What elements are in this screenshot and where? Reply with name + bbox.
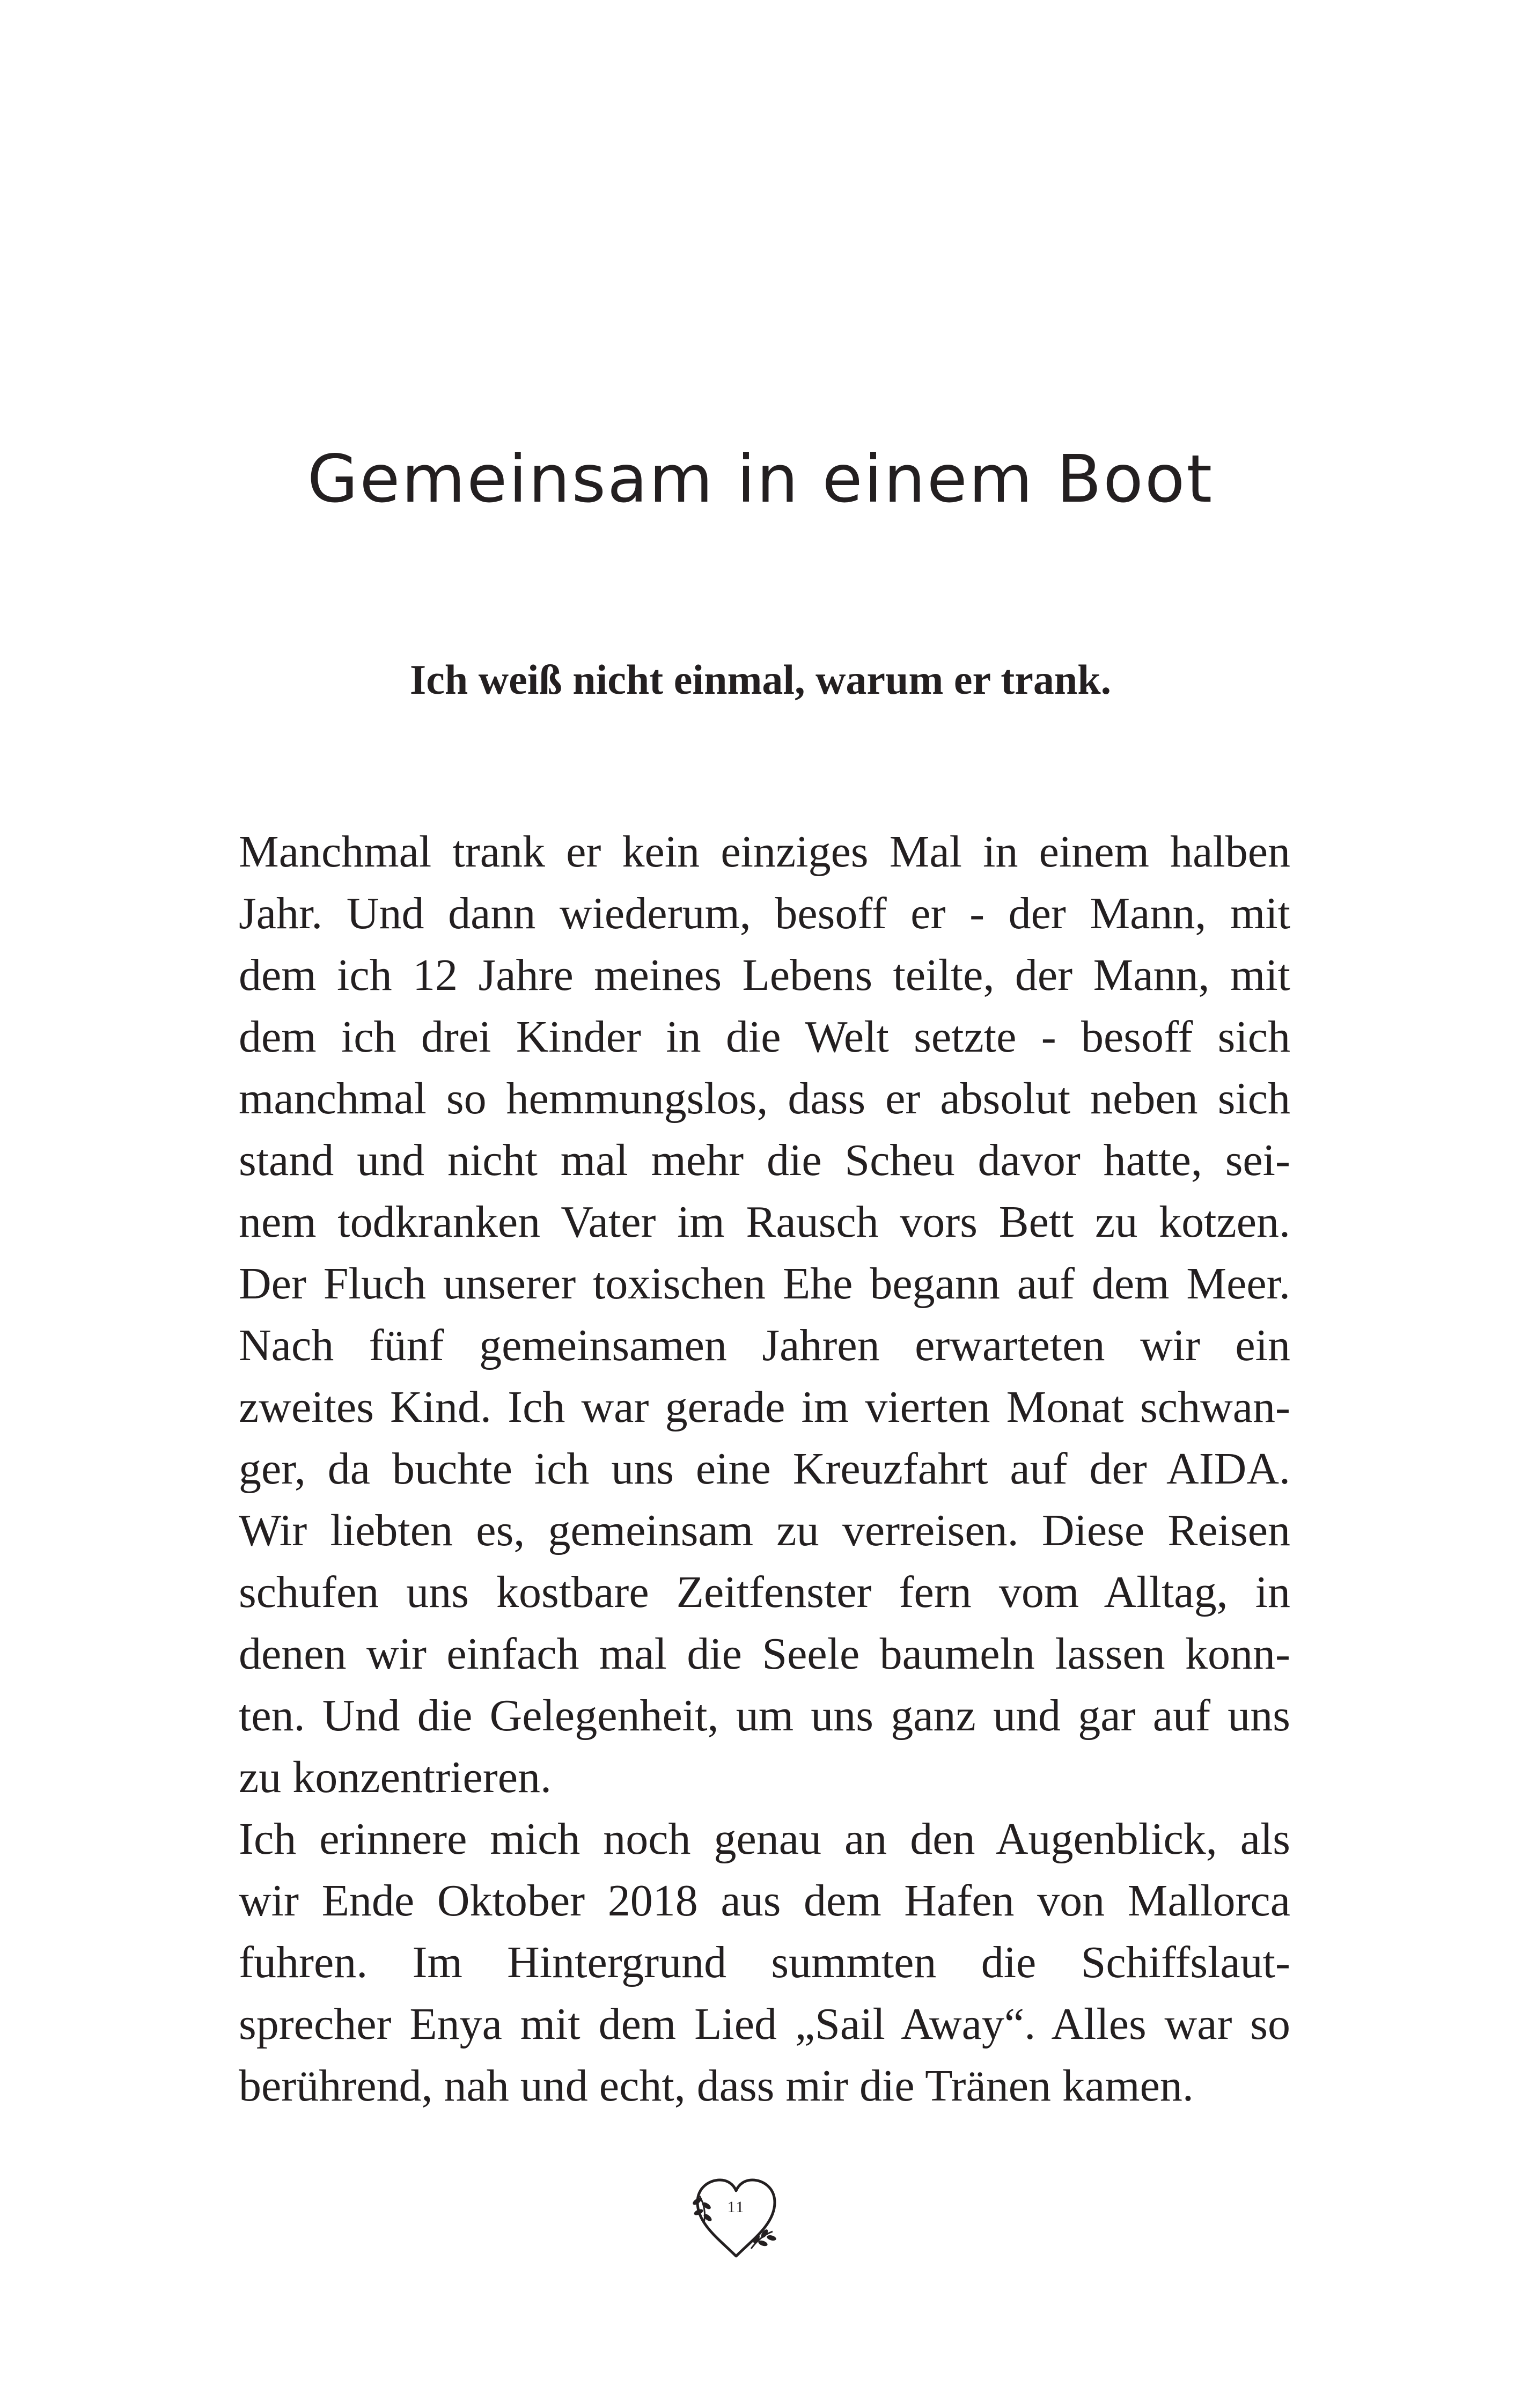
body-line: Der Fluch unserer toxischen Ehe begann auf dem Meer.	[239, 1259, 1290, 1309]
body-line: denen wir einfach mal die Seele baumeln lassen konn-	[239, 1629, 1290, 1679]
body-line: Manchmal trank er kein einziges Mal in einem halben	[239, 827, 1290, 877]
body-line: dem ich 12 Jahre meines Lebens teilte, der Mann, mit	[239, 950, 1290, 1000]
body-line: sprecher Enya mit dem Lied „Sail Away“. Alles war so	[239, 1999, 1290, 2049]
body-line: schufen uns kostbare Zeitfenster fern vom Alltag, in	[239, 1567, 1290, 1617]
body-text	[239, 821, 1290, 2117]
body-line: manchmal so hemmungslos, dass er absolut neben sich	[239, 1074, 1290, 1124]
body-line: zweites Kind. Ich war gerade im vierten Monat schwan-	[239, 1382, 1290, 1432]
chapter-subtitle: Ich weiß nicht einmal, warum er trank.	[409, 656, 1112, 703]
body-line: ten. Und die Gelegenheit, um uns ganz und gar auf uns	[239, 1691, 1290, 1741]
page-footer	[688, 2170, 795, 2262]
body-line: Wir liebten es, gemeinsam zu verreisen. Diese Reisen	[239, 1506, 1290, 1555]
body-line: stand und nicht mal mehr die Scheu davor hatte, sei-	[239, 1135, 1290, 1185]
body-line: zu konzentrieren.	[239, 1752, 552, 1802]
body-line: Jahr. Und dann wiederum, besoff er - der Mann, mit	[239, 889, 1290, 938]
body-line: wir Ende Oktober 2018 aus dem Hafen von Mallorca	[239, 1876, 1290, 1926]
body-line: berührend, nah und echt, dass mir die Tränen kamen.	[239, 2061, 1194, 2111]
body-line: fuhren. Im Hintergrund summten die Schiffslaut-	[239, 1937, 1290, 1987]
body-line: dem ich drei Kinder in die Welt setzte - besoff sich	[239, 1012, 1290, 1062]
chapter-title: Gemeinsam in einem Boot	[307, 441, 1214, 517]
body-line: Nach fünf gemeinsamen Jahren erwarteten wir ein	[239, 1320, 1290, 1370]
body-line: Ich erinnere mich noch genau an den Augenblick, als	[239, 1814, 1290, 1864]
page-number: 11	[727, 2198, 745, 2216]
body-line: ger, da buchte ich uns eine Kreuzfahrt auf der AIDA.	[239, 1444, 1290, 1494]
body-line: nem todkranken Vater im Rausch vors Bett zu kotzen.	[239, 1197, 1290, 1247]
